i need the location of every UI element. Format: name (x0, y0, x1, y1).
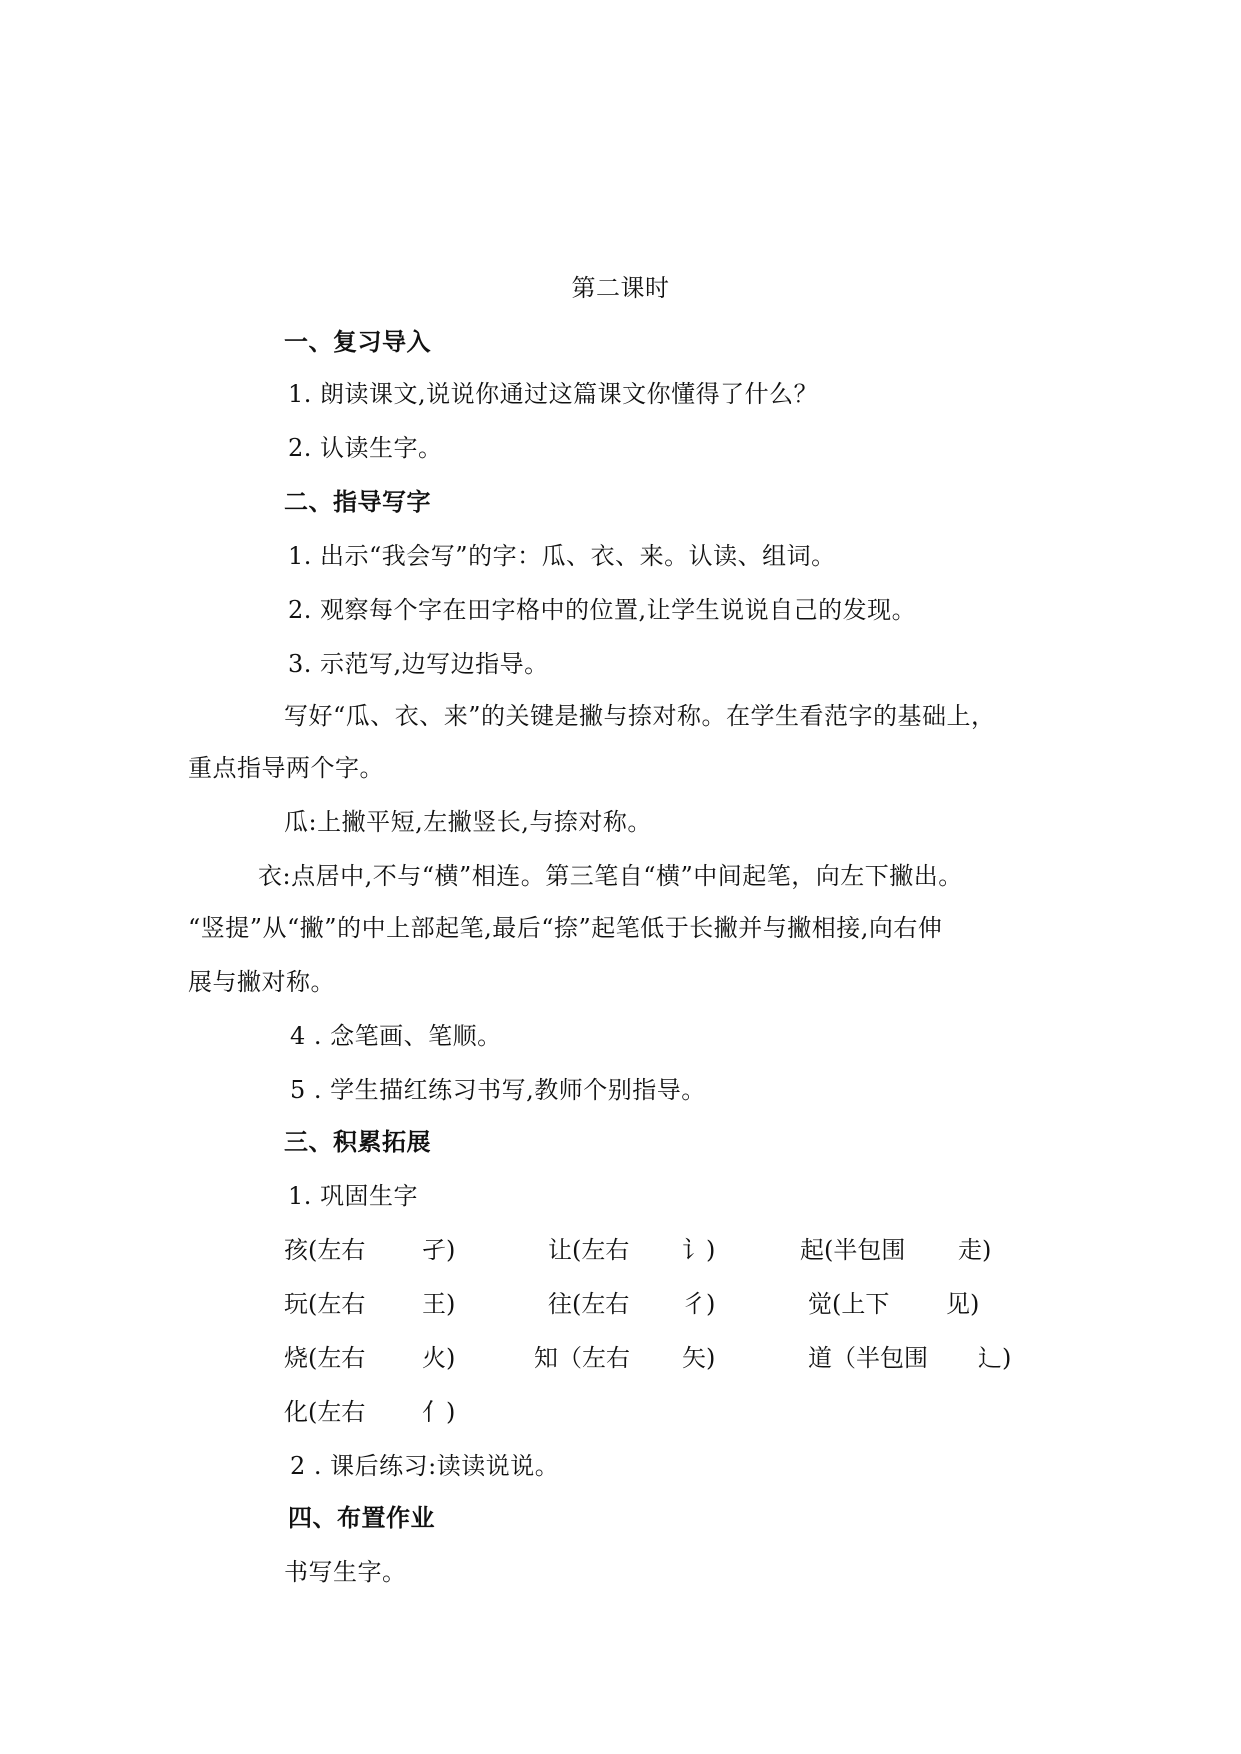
yi-guidance-line-2: “竖提”从“撇”的中上部起笔,最后“捺”起笔低于长撇并与撇相接,向右伸 (188, 914, 943, 942)
char-cell: 往(左右 (548, 1290, 630, 1318)
writing-item-3: 3. 示范写,边写边指导。 (288, 650, 549, 678)
char-cell: 起(半包围 (800, 1236, 906, 1264)
char-radical: 彳) (682, 1290, 716, 1318)
char-radical: 矢) (682, 1344, 716, 1372)
char-radical: 火) (422, 1344, 456, 1372)
section-heading-writing: 二、指导写字 (284, 488, 431, 516)
section-heading-expand: 三、积累拓展 (284, 1128, 431, 1156)
yi-guidance-line-3: 展与撇对称。 (188, 968, 335, 996)
char-radical: 走) (958, 1236, 992, 1264)
char-cell: 玩(左右 (284, 1290, 366, 1318)
char-cell: 知（左右 (534, 1344, 630, 1372)
writing-paragraph-line-1: 写好“瓜、衣、来”的关键是撇与捺对称。在学生看范字的基础上， (284, 702, 996, 730)
review-item-1: 1. 朗读课文,说说你通过这篇课文你懂得了什么？ (288, 380, 819, 408)
writing-item-1: 1. 出示“我会写”的字：瓜、衣、来。认读、组词。 (288, 542, 836, 570)
char-radical: 见) (946, 1290, 980, 1318)
char-cell: 觉(上下 (808, 1290, 890, 1318)
char-radical: 王) (422, 1290, 456, 1318)
writing-paragraph-line-2: 重点指导两个字。 (188, 754, 384, 782)
homework-text: 书写生字。 (284, 1558, 407, 1586)
yi-guidance-line-1: 衣:点居中,不与“横”相连。第三笔自“横”中间起笔，向左下撇出。 (258, 862, 963, 890)
char-cell: 让(左右 (548, 1236, 630, 1264)
writing-item-2: 2. 观察每个字在田字格中的位置,让学生说说自己的发现。 (288, 596, 917, 624)
char-radical: 亻) (422, 1398, 456, 1426)
char-cell: 孩(左右 (284, 1236, 366, 1264)
expand-item-1: 1. 巩固生字 (288, 1182, 419, 1210)
char-cell: 化(左右 (284, 1398, 366, 1426)
char-radical: 孑) (422, 1236, 456, 1264)
expand-item-2: 2 . 课后练习:读读说说。 (290, 1452, 560, 1480)
section-heading-homework: 四、布置作业 (288, 1504, 435, 1532)
char-cell: 烧(左右 (284, 1344, 366, 1372)
char-radical: 辶) (978, 1344, 1012, 1372)
writing-item-5: 5 . 学生描红练习书写,教师个别指导。 (290, 1076, 706, 1104)
writing-item-4: 4 . 念笔画、笔顺。 (290, 1022, 502, 1050)
review-item-2: 2. 认读生字。 (288, 434, 443, 462)
section-heading-review: 一、复习导入 (284, 328, 431, 356)
page-title: 第二课时 (571, 274, 670, 302)
gua-guidance: 瓜:上撇平短,左撇竖长,与捺对称。 (284, 808, 652, 836)
char-radical: 讠) (682, 1236, 716, 1264)
char-cell: 道（半包围 (808, 1344, 928, 1372)
